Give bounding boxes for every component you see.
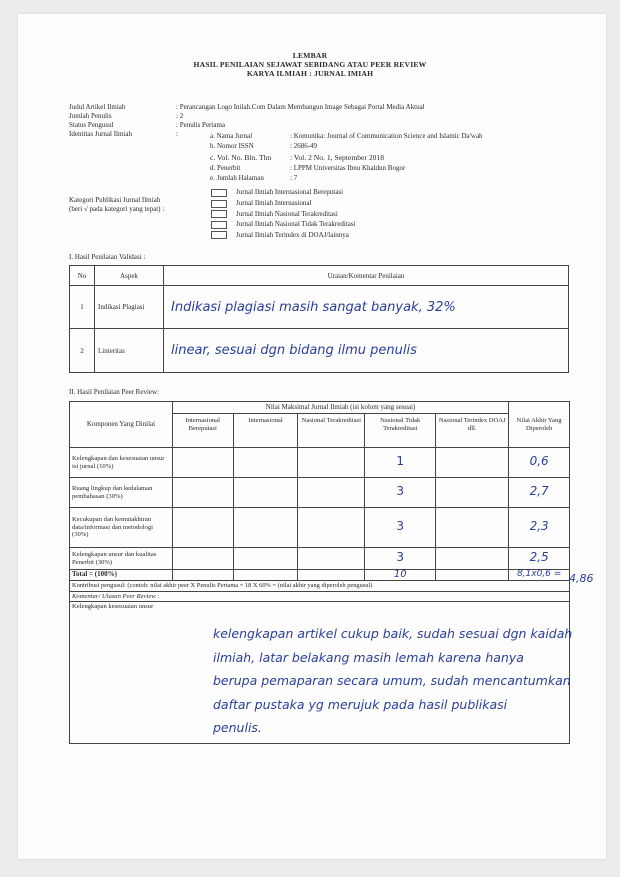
empty-cell xyxy=(172,508,233,548)
nilai-akhir: 2,7 xyxy=(529,483,549,498)
volume-label: c. Vol. No. Bln. Thn xyxy=(210,153,272,162)
jurnal-nama-value: : Komunika: Journal of Communication Science and Islamic Da'wah xyxy=(290,132,483,140)
volume-value: : Vol. 2 No. 1, September 2018 xyxy=(290,153,385,162)
komentar-line-1: kelengkapan artikel cukup baik, sudah sesuai dgn kaidah xyxy=(213,626,573,641)
nilai-akhir: 2,5 xyxy=(529,549,549,564)
komponen-label: Kelengkapan dan kesesuaian unsur isi jurnal (10%) xyxy=(70,448,173,478)
identitas-label: Identitas Jurnal Ilmiah xyxy=(69,130,132,138)
total-akhir-cell xyxy=(509,570,570,581)
status-value: : Penulis Pertama xyxy=(176,121,225,129)
jumlah-value: : 2 xyxy=(176,112,184,120)
header-aspek: Aspek xyxy=(95,266,164,286)
komponen-label: Ruang lingkup dan kedalaman pembahasan (30%) xyxy=(70,478,173,508)
komentar-line-4: daftar pustaka yg merujuk pada hasil publikasi xyxy=(213,697,508,712)
empty-cell xyxy=(172,478,233,508)
sub-header-nasional-terakreditasi: Nasional Terakreditasi xyxy=(298,414,365,448)
empty-cell xyxy=(233,448,298,478)
row-aspek: Linieritas xyxy=(95,329,164,373)
komentar-plagiasi: Indikasi plagiasi masih sangat banyak, 32% xyxy=(171,299,456,315)
komentar-header: Komentar/ Ulasan Peer Review : xyxy=(70,592,570,602)
nilai-akhir-cell xyxy=(509,478,570,508)
judul-label: Judul Artikel Ilmiah xyxy=(69,103,126,111)
total-result: 4,86 xyxy=(569,572,594,585)
komentar-label: Kelengkapan kesesuaian unsur xyxy=(72,603,154,610)
komponen-label: Kelengkapan unsur dan kualitas Penerbit (30%) xyxy=(70,548,173,570)
status-label: Status Pengusul xyxy=(69,121,114,129)
header-komentar: Uraian/Komentar Penilaian xyxy=(164,266,569,286)
empty-cell xyxy=(233,508,298,548)
empty-cell xyxy=(298,570,365,581)
total-maks: 10 xyxy=(393,568,407,580)
title-line-1: LEMBAR xyxy=(292,51,328,60)
section-1-title: I. Hasil Penilaian Validasi : xyxy=(69,253,146,261)
nilai-akhir-cell xyxy=(509,548,570,570)
komentar-cell xyxy=(164,286,569,329)
total-akhir: 8,1x0,6 = xyxy=(516,569,562,580)
jumlah-label: Jumlah Penulis xyxy=(69,112,112,120)
nilai-maks: 3 xyxy=(396,518,405,533)
empty-cell xyxy=(298,508,365,548)
sub-header-internasional: Internasional xyxy=(233,414,298,448)
issn-value: : 2686-49 xyxy=(290,142,318,150)
title-line-3: KARYA ILMIAH : JURNAL IMIAH xyxy=(246,69,374,78)
header-no: No xyxy=(70,266,95,286)
kategori-label: Kategori Publikasi Jurnal Ilmiah xyxy=(69,196,161,204)
table-row xyxy=(70,329,569,373)
komentar-line-3: berupa pemaparan secara umum, sudah mencantumkan xyxy=(213,673,571,688)
nilai-akhir: 2,3 xyxy=(529,518,549,533)
penerbit-value: : LPPM Universitas Ibnu Khaldun Bogor xyxy=(290,164,406,172)
kategori-checkbox-5[interactable] xyxy=(211,231,227,239)
row-no: 1 xyxy=(70,286,95,329)
kategori-option-1: Jurnal Ilmiah Internasional Bereputasi xyxy=(236,188,344,196)
halaman-value: : 7 xyxy=(290,174,298,182)
jurnal-nama-label: a. Nama Jurnal xyxy=(210,132,253,140)
group-header-row xyxy=(70,402,570,414)
empty-cell xyxy=(436,478,509,508)
empty-cell xyxy=(172,448,233,478)
kategori-option-4: Jurnal Ilmiah Nasional Tidak Terakreditasi xyxy=(236,220,356,228)
sub-header-nasional-terindex: Nasional Terindex DOAJ dll. xyxy=(436,414,509,448)
halaman-label: e. Jumlah Halaman xyxy=(210,174,264,182)
nilai-maks-header: Nilai Maksimal Jurnal Ilmiah (isi kolom yang sesuai) xyxy=(172,402,508,414)
table-row xyxy=(70,508,570,548)
judul-value: : Perancangan Logo Inilah.Com Dalam Membangun Image Sebagai Portal Media Aktual xyxy=(176,103,425,111)
sub-header-internasional-bereputasi: Internasional Bereputasi xyxy=(172,414,233,448)
nilai-maks: 3 xyxy=(396,483,405,498)
nilai-maks-cell xyxy=(365,448,436,478)
row-no: 2 xyxy=(70,329,95,373)
empty-cell xyxy=(233,548,298,570)
total-row xyxy=(70,570,570,581)
table-row xyxy=(70,286,569,329)
empty-cell xyxy=(298,548,365,570)
nilai-maks-cell xyxy=(365,548,436,570)
nilai-maks-cell xyxy=(365,478,436,508)
nilai-maks-cell xyxy=(365,508,436,548)
nilai-maks: 3 xyxy=(396,549,405,564)
table-row xyxy=(70,548,570,570)
empty-cell xyxy=(436,570,509,581)
kategori-option-2: Jurnal Ilmiah Internasional xyxy=(236,199,312,207)
komentar-line-5: penulis. xyxy=(213,720,262,735)
section-2-title: II. Hasil Penilaian Peer Review: xyxy=(69,388,160,396)
table-row xyxy=(70,478,570,508)
total-maks-cell xyxy=(365,570,436,581)
nilai-akhir-header: Nilai Akhir Yang Diperoleh xyxy=(509,402,570,448)
kategori-checkbox-3[interactable] xyxy=(211,210,227,218)
empty-cell xyxy=(298,448,365,478)
empty-cell xyxy=(172,548,233,570)
nilai-maks: 1 xyxy=(396,453,405,468)
kategori-option-5: Jurnal Ilmiah Terindex di DOAJ/lainnya xyxy=(236,231,349,239)
issn-label: b. Nomor ISSN xyxy=(210,142,254,150)
kategori-checkbox-1[interactable] xyxy=(211,189,227,197)
empty-cell xyxy=(436,508,509,548)
empty-cell xyxy=(172,570,233,581)
komponen-header: Komponen Yang Dinilai xyxy=(70,402,173,448)
title-line-2: HASIL PENILAIAN SEJAWAT SEBIDANG ATAU PEER REVIEW xyxy=(193,60,427,69)
kontribusi-row xyxy=(70,581,570,592)
validasi-header-row xyxy=(70,266,569,286)
nilai-akhir-cell xyxy=(509,508,570,548)
nilai-akhir: 0,6 xyxy=(529,453,549,468)
empty-cell xyxy=(233,570,298,581)
kontribusi-text: Kontribusi pengusul: (contoh: nilai akhir peer X Penulis Pertama = 18 X 60% = (nilai akhir yang diperoleh pengusul) xyxy=(70,581,570,592)
komentar-cell xyxy=(164,329,569,373)
row-aspek: Indikasi Plagiasi xyxy=(95,286,164,329)
peer-review-table xyxy=(69,401,573,744)
kategori-checkbox-2[interactable] xyxy=(211,200,227,208)
penerbit-label: d. Penerbit xyxy=(210,164,241,172)
nilai-akhir-cell xyxy=(509,448,570,478)
identitas-colon: : xyxy=(176,130,178,138)
table-row xyxy=(70,448,570,478)
empty-cell xyxy=(436,548,509,570)
validasi-table xyxy=(69,265,569,373)
kategori-instruction: (beri √ pada kategori yang tepat) : xyxy=(69,205,165,213)
kategori-checkbox-4[interactable] xyxy=(211,221,227,229)
empty-cell xyxy=(436,448,509,478)
empty-cell xyxy=(298,478,365,508)
empty-cell xyxy=(233,478,298,508)
total-label: Total = (100%) xyxy=(70,570,173,581)
sub-header-nasional-tidak-terakreditasi: Nasional Tidak Terakreditasi xyxy=(365,414,436,448)
komentar-linieritas: linear, sesuai dgn bidang ilmu penulis xyxy=(171,343,417,358)
komponen-label: Kecukupan dan kemutakhiran data/informasi dan metodologi (30%) xyxy=(70,508,173,548)
kategori-option-3: Jurnal Ilmiah Nasional Terakreditasi xyxy=(236,210,338,218)
komentar-line-2: ilmiah, latar belakang masih lemah karena hanya xyxy=(213,650,524,665)
komentar-header-row xyxy=(70,592,570,602)
